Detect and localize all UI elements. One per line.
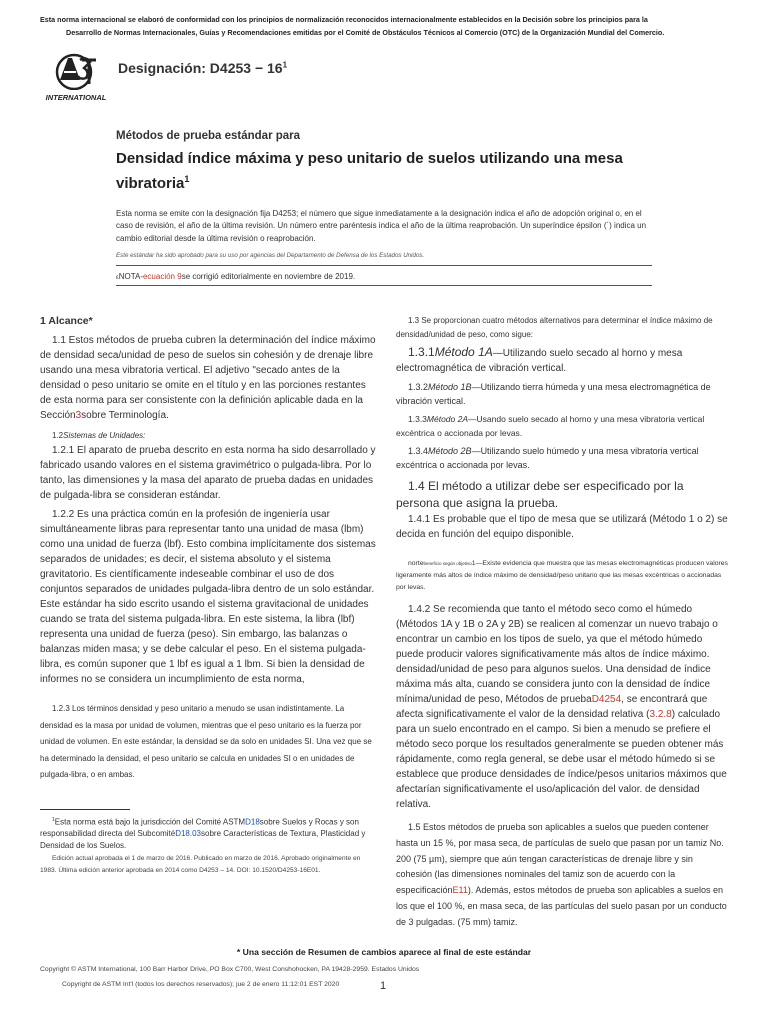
divider-bottom [116, 285, 652, 286]
note-tiny: beneficio según objetivo [423, 561, 472, 566]
paragraph-1-5-tail: ). Además, estos métodos de prueba son aplicables a suelos en los que el 100 %, en masa seca, de las partículas del suelo pasan por un conducto de 3 pulgadas. (75 mm) tamiz. [396, 885, 727, 927]
footnote-divider [40, 809, 130, 810]
paragraph-1-4-2-mid: , se encontrará que afecta significativamente el valor de la densidad relativa ( [396, 694, 708, 720]
left-column [40, 314, 376, 784]
paragraph-1-2-title: Sistemas de Unidades: [63, 431, 146, 440]
method-1b-text: —Utilizando tierra húmeda y una mesa electromagnética de vibración vertical. [396, 382, 711, 406]
note-num: 1 [471, 560, 476, 567]
paragraph-1-4-1: 1.4.1 Es probable que el tipo de mesa que se utilizará (Método 1 o 2) se decida en función del equipo disponible. [396, 514, 728, 540]
paragraph-1-1 [40, 333, 376, 423]
summary-of-changes-note: * Una sección de Resumen de cambios aparece al final de este estándar [236, 947, 532, 957]
notice-line-1: Esta norma internacional se elaboró de conformidad con los principios de normalización reconocidos internacionalmente establecidos en la Decisión sobre los principios para la [40, 15, 648, 24]
paragraph-1-2-3: 1.2.3 Los términos densidad y peso unitario a menudo se usan indistintamente. La densidad es la masa por unidad de volumen, mientras que el peso unitario es la fuerza por unidad de volumen. En este estándar, la densidad se da solo en unidades SI. Una vez que se ha determinado la densidad, el peso unitario se calcula en unidades SI o en unidades de pulgada-libra, o en ambas. [40, 704, 372, 779]
enote-label: NOTA- [118, 272, 143, 281]
method-2b-text: —Utilizando suelo húmedo y una mesa vibratoria vertical excéntrica o accionada por levas. [396, 446, 699, 470]
method-2a-num: 1.3.3 [408, 414, 427, 424]
paragraph-1-2-2: 1.2.2 Es una práctica común en la profesión de ingeniería usar simultáneamente libras para representar tanto una unidad de masa (lbm) como una unidad de fuerza (lbf). Esto combina implícitamente dos sistemas separados de unidades; es decir, el sistema absoluto y el sistema gravitatorio. Es científicamente indeseable combinar el uso de dos conjuntos separados de unidades pulgada-libra dentro de un solo estándar. Este estándar ha sido escrito usando el sistema gravitacional de unidades cuando se trata del sistema pulgada-libra. En este sistema, la libra (lbf) representa una unidad de fuerza (peso). Sin embargo, las balanzas o balanzas miden masa; y se debe calcular el peso. En el sistema pulgada-libra, es común suponer que 1 lbf es igual a 1 lbm. Si bien la densidad de informes no se considera un incumplimiento de esta norma, [40, 509, 376, 685]
method-2b-name: Método 2B [428, 446, 472, 456]
designation-label: Designación: D4253 − 16 [118, 60, 283, 76]
right-column [396, 314, 730, 931]
e11-link[interactable]: E11 [452, 885, 468, 896]
paragraph-1-4: 1.4 El método a utilizar debe ser especificado por la persona que asigna la prueba. [396, 479, 684, 510]
paragraph-1-1-text: 1.1 Estos métodos de prueba cubren la determinación del índice máximo de densidad seca/unidad de peso de suelos sin cohesión y de drenaje libre usando una mesa vibratoria vertical. El adjetivo "secado antes de la densidad o peso unitario se omite en el título y en las porciones restantes de esta norma para ser consistente con la definición aplicable dada en la Sección [40, 335, 376, 421]
method-2b-num: 1.3.4 [408, 446, 429, 456]
issuance-statement: Esta norma se emite con la designación fija D4253; el número que sigue inmediatamente a la designación indica el año de adopción original o, en el caso de revisión, el año de la última revisión. Un número entre paréntesis indica el año de la última reaprobación. Un superíndice épsilon (´) indica un cambio editorial desde la última revisión o reaprobación. [116, 209, 647, 243]
paragraph-1-3: 1.3 Se proporcionan cuatro métodos alternativos para determinar el índice máximo de densidad/unidad de peso, como sigue: [396, 316, 713, 339]
method-2b [396, 444, 730, 472]
paragraph-1-2-label: 1.2 [52, 431, 64, 440]
note-text: —Existe evidencia que muestra que las mesas electromagnéticas producen valores ligeramente más altos de índice máximo de densidad/peso unitario que las mesas excéntricas o accionadas por levas. [396, 560, 728, 591]
document-subtitle: Métodos de prueba estándar para [116, 130, 301, 142]
title-sup: 1 [184, 174, 190, 184]
paragraph-1-1-tail: sobre Terminología. [81, 410, 169, 421]
note-label: norte [408, 560, 424, 567]
d4254-link[interactable]: D4254 [591, 694, 622, 705]
footnote [40, 815, 375, 876]
paragraph-1-4-2-text: 1.4.2 Se recomienda que tanto el método seco como el húmedo (Métodos 1A y 1B o 2A y 2B) se realicen al comenzar un nuevo trabajo o encontrar un cambio en los tipos de suelo, ya que el método húmedo puede producir valores significativamente más altos de índice máximo. densidad/unidad de peso para algunos suelos. Una densidad de índice máxima más alta, cuando se considera junto con la densidad de índice mínima/unidad de peso, Métodos de prueba [396, 604, 718, 705]
footnote-sup: 1 [52, 817, 55, 823]
standards-notice [40, 13, 740, 39]
astm-logo-icon [40, 50, 112, 106]
enote-link[interactable]: ecuación 9 [142, 272, 182, 281]
astm-logo [40, 50, 112, 106]
section-3-link[interactable]: 3 [75, 410, 82, 421]
method-1a [396, 344, 730, 376]
designation [118, 60, 287, 76]
section-3-2-8-link[interactable]: 3.2.8 [649, 709, 672, 720]
divider-top [116, 265, 652, 266]
method-2a-text: —Usando suelo secado al horno y una mesa vibratoria vertical excéntrica o accionada por levas. [396, 414, 705, 438]
paragraph-1-4-2 [396, 602, 730, 812]
footnote-1-tail: sobre Características de Textura, Plasticidad y Densidad de los Suelos. [40, 829, 366, 850]
footnote-2: Edición actual aprobada el 1 de marzo de 2016. Publicado en marzo de 2016. Aprobado originalmente en 1983. Última edición anterior aprobada en 2014 como D4253 – 14. DOI: 10.1520/D4253-16E01. [40, 855, 361, 874]
footnote-1 [40, 815, 375, 851]
section-heading-scope: 1 Alcance* [40, 315, 93, 327]
notice-line-2: Desarrollo de Normas Internacionales, Guías y Recomendaciones emitidas por el Comité de Obstáculos Técnicos al Comercio (OTC) de la Organización Mundial del Comercio. [66, 28, 665, 37]
approval-statement: Este estándar ha sido aprobado para su uso por agencias del Departamento de Defensa de los Estados Unidos. [116, 252, 425, 259]
paragraph-1-2 [40, 429, 376, 443]
copyright-license-line: Copyright de ASTM Int'l (todos los derechos reservados); jue 2 de enero 11:12:01 EST 2020 [62, 981, 340, 988]
method-1b-num: 1.3.2 [408, 382, 429, 392]
page-number: 1 [380, 980, 387, 992]
method-2a-name: Método 2A [426, 414, 469, 424]
designation-sup: 1 [282, 60, 288, 70]
copyright-line: Copyright © ASTM International, 100 Barr Harbor Drive, PO Box C700, West Conshohocken, PA 19428-2959. Estados Unidos [40, 966, 420, 973]
method-1a-text: —Utilizando suelo secado al horno y mesa electromagnética de vibración vertical. [396, 348, 683, 374]
method-1a-num: 1.3.1 [408, 345, 435, 359]
method-1b [396, 380, 730, 408]
logo-text: INTERNATIONAL [45, 93, 107, 102]
paragraph-1-5 [396, 820, 730, 931]
method-1a-name: Método 1A [434, 345, 493, 359]
note-1 [396, 558, 730, 594]
subcommittee-d18-03-link[interactable]: D18.03 [175, 829, 201, 839]
footnote-1-text: Esta norma está bajo la jurisdicción del Comité ASTM [54, 817, 246, 827]
document-title [116, 148, 656, 194]
document-title-text: Densidad índice máxima y peso unitario de suelos utilizando una mesa vibratoria [116, 150, 623, 192]
method-1b-name: Método 1B [428, 382, 472, 392]
paragraph-1-2-1: 1.2.1 El aparato de prueba descrito en esta norma ha sido desarrollado y fabricado usando valores en el sistema gravimétrico o pulgada-libra. Por lo tanto, las dimensiones y la masa del aparato de prueba dadas en unidades de pulgada-libra se consideran estándar. [40, 445, 376, 501]
footnote-1-mid: sobre Suelos y Rocas y son responsabilidad directa del Subcomité [40, 817, 359, 839]
method-2a [396, 412, 730, 440]
enote-rest: se corrigió editorialmente en noviembre de 2019. [181, 272, 356, 281]
paragraph-1-4-2-tail: ) calculado para un suelo encontrado en el campo. Si bien a menudo se prefiere el método seco porque los resultados generalmente se pueden obtener más rápidamente, como regla general, se debe usar el método húmedo si se establece que produce densidades de índice/pesos unitarios máximos que afectarían significativamente el uso/aplicación del valor. de densidad relativa. [396, 709, 727, 810]
committee-d18-link[interactable]: D18 [245, 817, 260, 827]
editorial-note [116, 272, 656, 281]
paragraph-1-5-text: 1.5 Estos métodos de prueba son aplicables a suelos que pueden contener hasta un 15 %, por masa seca, de partículas de suelo que pasan por un tamiz No. 200 (75 µm), siempre que aún tengan características de drenaje libre y sin cohesión (las dimensiones nominales del tamiz son de acuerdo con la especificación [396, 822, 724, 896]
enote-prefix: ε [116, 275, 119, 281]
